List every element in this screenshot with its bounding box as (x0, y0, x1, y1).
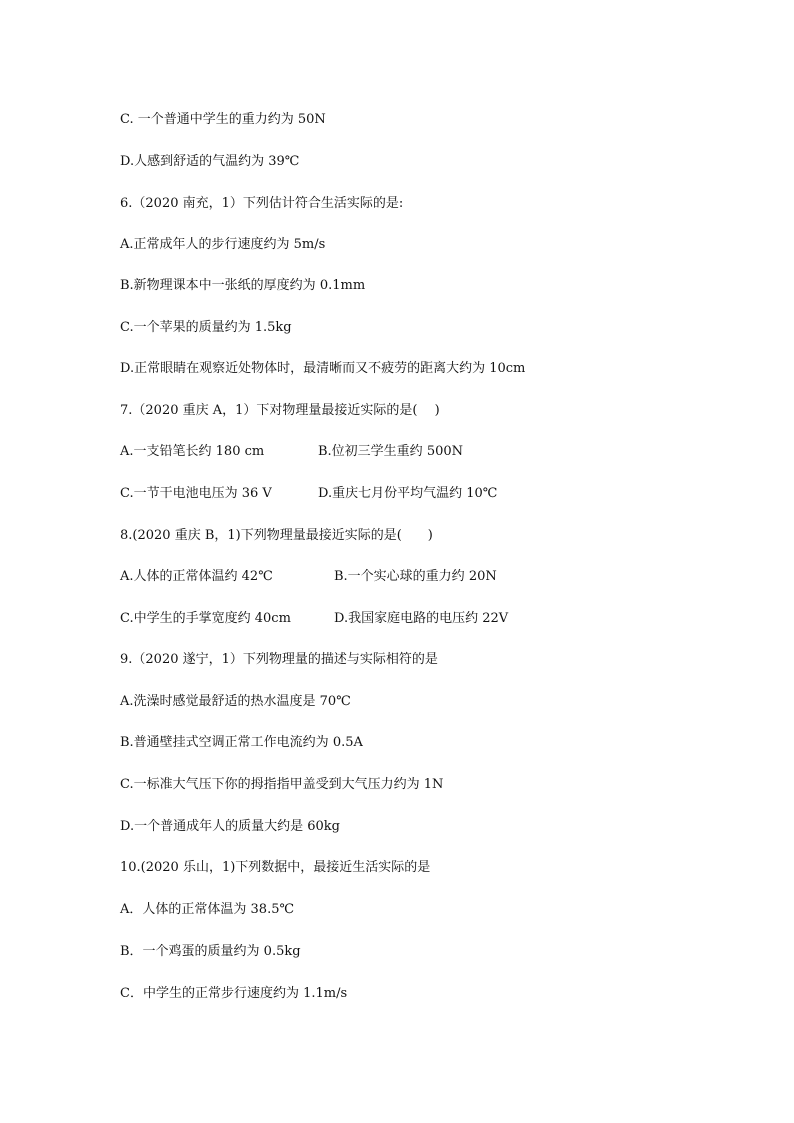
option-7d: D.重庆七月份平均气温约 10℃ (318, 486, 498, 501)
question-9: 9.（2020 遂宁，1）下列物理量的描述与实际相符的是 (120, 652, 438, 667)
option-8b: B.一个实心球的重力约 20N (334, 569, 497, 584)
option-8a: A.人体的正常体温约 42℃ (120, 569, 273, 584)
option-line-6b: B.新物理课本中一张纸的厚度约为 0.1mm (120, 278, 366, 293)
question-10: 10.(2020 乐山，1)下列数据中，最接近生活实际的是 (120, 860, 431, 875)
option-line-6d: D.正常眼睛在观察近处物体时，最清晰而又不疲劳的距离大约为 10cm (120, 361, 526, 376)
option-10a: A．人体的正常体温为 38.5℃ (120, 902, 295, 917)
option-9c: C.一标准大气压下你的拇指指甲盖受到大气压力约为 1N (120, 777, 444, 792)
option-9d: D.一个普通成年人的质量大约是 60kg (120, 819, 340, 834)
option-10c: C．中学生的正常步行速度约为 1.1m/s (120, 986, 348, 1001)
question-8: 8.(2020 重庆 B，1)下列物理量最接近实际的是( ) (120, 528, 433, 543)
option-line-6c: C.一个苹果的质量约为 1.5kg (120, 320, 292, 335)
option-9b: B.普通壁挂式空调正常工作电流约为 0.5A (120, 735, 363, 750)
option-9a: A.洗澡时感觉最舒适的热水温度是 70℃ (120, 694, 351, 709)
option-7c: C.一节干电池电压为 36 V (120, 486, 272, 501)
option-10b: B．一个鸡蛋的质量约为 0.5kg (120, 944, 301, 959)
question-7: 7.（2020 重庆 A，1）下对物理量最接近实际的是( ) (120, 403, 440, 418)
option-8c: C.中学生的手掌宽度约 40cm (120, 611, 291, 626)
option-line-5c: C. 一个普通中学生的重力约为 50N (120, 112, 326, 127)
option-8d: D.我国家庭电路的电压约 22V (334, 611, 509, 626)
option-line-6a: A.正常成年人的步行速度约为 5m/s (120, 237, 326, 252)
question-6: 6.（2020 南充，1）下列估计符合生活实际的是: (120, 196, 404, 211)
option-line-5d: D.人感到舒适的气温约为 39℃ (120, 154, 300, 169)
option-7a: A.一支铅笔长约 180 cm (120, 444, 265, 459)
option-7b: B.位初三学生重约 500N (318, 444, 464, 459)
